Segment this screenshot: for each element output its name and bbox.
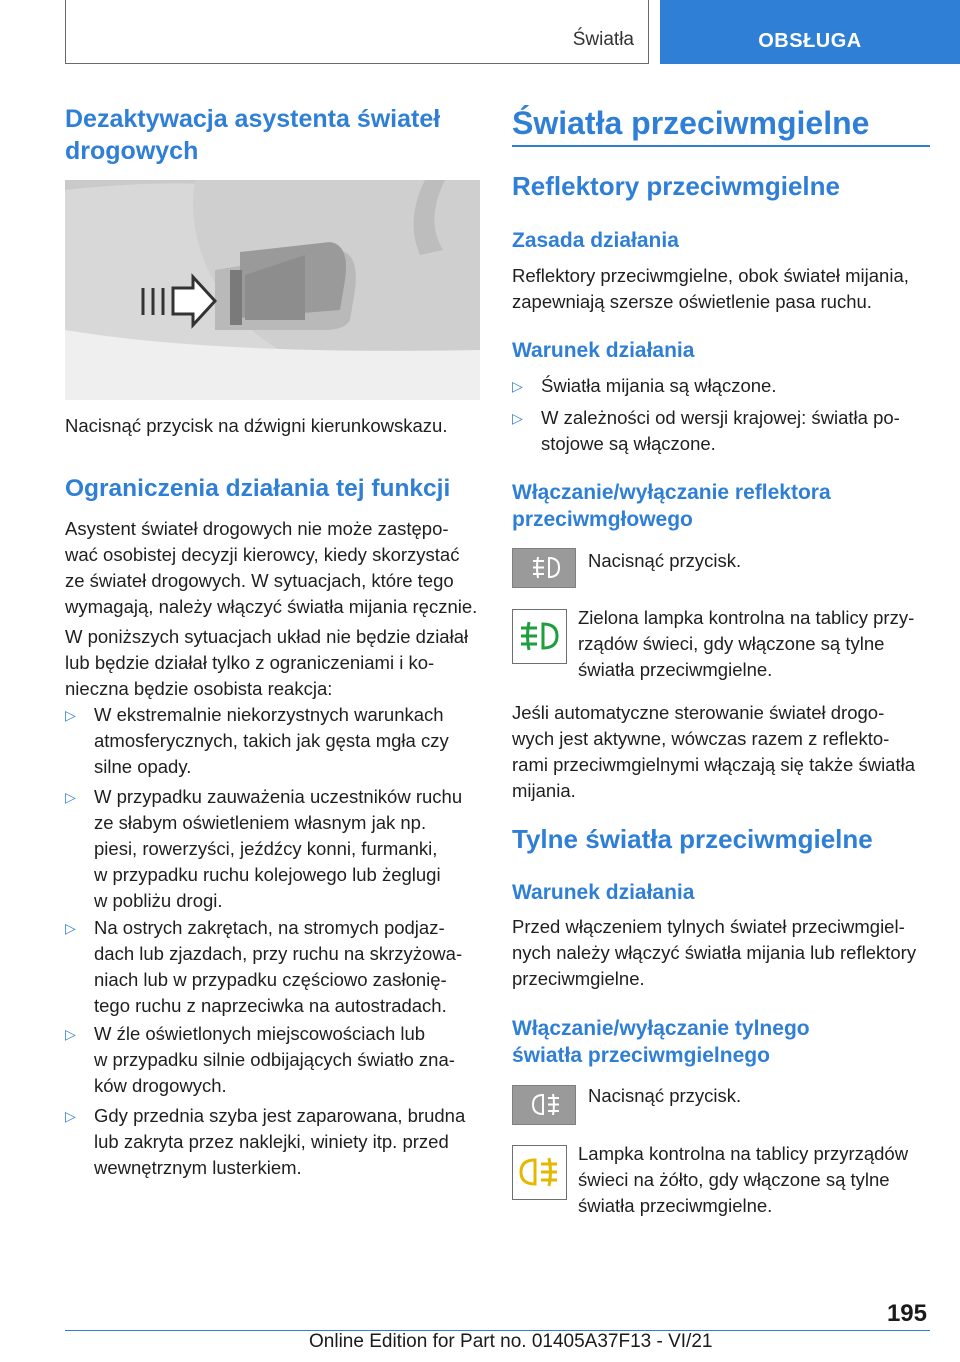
list-item-line: w pobliżu drogi.	[94, 890, 223, 911]
deactivation-title: Dezaktywacja asystenta świateł drogowych	[65, 105, 441, 165]
list-item-line: Na ostrych zakrętach, na stromych podjaz-	[94, 917, 445, 938]
bullet-triangle-icon: ▷	[65, 1108, 76, 1124]
rear-lamp-text-line: świeci na żółto, gdy włączone są tylne	[578, 1169, 890, 1190]
list-item-line: tego ruchu z naprzeciwka na autostradach.	[94, 995, 447, 1016]
rear-lamp-text-line: Lampka kontrolna na tablicy przyrządów	[578, 1143, 909, 1164]
list-item	[65, 702, 480, 782]
rear-condition-title: Warunek działania	[512, 881, 695, 904]
list-item-line: ków drogowych.	[94, 1075, 227, 1096]
list-item-line: silne opady.	[94, 756, 192, 777]
rear-condition-text-line: przeciwmgielne.	[512, 968, 645, 989]
rear-fog-title: Tylne światła przeciwmgielne	[512, 824, 873, 854]
switch-front-title-line: Włączanie/wyłączanie reflektora	[512, 481, 831, 504]
front-lamp-text-line: Zielona lampka kontrolna na tablicy przy-	[578, 607, 915, 628]
list-item-line: W ekstremalnie niekorzystnych warunkach	[94, 704, 444, 725]
bullet-triangle-icon: ▷	[512, 378, 523, 394]
switch-front-title-line: przeciwmgłowego	[512, 508, 693, 531]
list-item-line: atmosferycznych, takich jak gęsta mgła czy	[94, 730, 449, 751]
principle-text-line: Reflektory przeciwmgielne, obok świateł mijania,	[512, 265, 909, 286]
bullet-triangle-icon: ▷	[65, 707, 76, 723]
list-item-line: ze słabym oświetleniem własnym jak np.	[94, 812, 427, 833]
bullet-triangle-icon: ▷	[65, 1026, 76, 1042]
front-fog-title: Reflektory przeciwmgielne	[512, 171, 840, 201]
list-item-line: piesi, rowerzyści, jeźdźcy konni, furmanki,	[94, 838, 438, 859]
limits-title: Ograniczenia działania tej funkcji	[65, 475, 451, 502]
bullet-triangle-icon: ▷	[65, 789, 76, 805]
rear-fog-indicator-icon	[512, 1145, 567, 1200]
list-item-line: w przypadku ruchu kolejowego lub żeglugi	[94, 864, 441, 885]
list-item-line: niach lub w przypadku częściowo zasłonię-	[94, 969, 447, 990]
list-item	[65, 1103, 480, 1183]
principle-title: Zasada działania	[512, 229, 679, 252]
header-section-box	[65, 0, 649, 64]
limits-paragraph-1-line: ze świateł drogowych. W sytuacjach, które tego	[65, 570, 454, 591]
list-item-line: W przypadku zauważenia uczestników ruchu	[94, 786, 463, 807]
front-lamp-text-line: światła przeciwmgielne.	[578, 659, 773, 680]
header-chapter-label: OBSŁUGA	[758, 29, 862, 52]
front-fog-indicator-icon	[512, 609, 567, 664]
page-number: 195	[886, 1300, 927, 1327]
turn-signal-lever-photo	[65, 180, 480, 400]
condition-title: Warunek działania	[512, 339, 695, 362]
list-item-line: W zależności od wersji krajowej: światła po-	[541, 407, 900, 428]
rear-condition-text-line: nych należy włączyć światła mijania lub reflektory	[512, 942, 917, 963]
list-item-line: w przypadku silnie odbijających światło zna-	[94, 1049, 455, 1070]
list-item	[65, 1021, 480, 1101]
lever-illustration	[65, 180, 480, 400]
header-chapter-tab	[660, 0, 960, 64]
title-divider	[512, 145, 930, 147]
auto-text-line: mijania.	[512, 780, 576, 801]
photo-caption: Nacisnąć przycisk na dźwigni kierunkowskazu.	[65, 415, 448, 436]
front-lamp-text-line: rządów świeci, gdy włączone są tylne	[578, 633, 885, 654]
switch-rear-title-line: Włączanie/wyłączanie tylnego	[512, 1017, 810, 1040]
limits-paragraph-1-line: wać osobistej decyzji kierowcy, kiedy skorzystać	[65, 544, 460, 565]
principle-text-line: zapewniają szersze oświetlenie pasa ruchu.	[512, 291, 872, 312]
limits-paragraph-2-line: lub będzie działał tylko z ograniczeniami i ko-	[65, 652, 435, 673]
list-item-line: Światła mijania są włączone.	[541, 375, 777, 396]
footer-edition: Online Edition for Part no. 01405A37F13 - VI/21	[309, 1331, 713, 1352]
bullet-triangle-icon: ▷	[65, 920, 76, 936]
header-section-label: Światła	[572, 29, 634, 50]
list-item	[512, 373, 930, 399]
limits-paragraph-2-line: nieczna będzie osobista reakcja:	[65, 678, 333, 699]
limits-paragraph-1-line: wymagają, należy włączyć światła mijania ręcznie.	[65, 596, 478, 617]
list-item-line: lub zakryta przez naklejki, winiety itp. przed	[94, 1131, 449, 1152]
list-item-line: Gdy przednia szyba jest zaparowana, brudna	[94, 1105, 466, 1126]
bullet-triangle-icon: ▷	[512, 410, 523, 426]
list-item	[65, 784, 480, 914]
list-item-line: dach lub zjazdach, przy ruchu na skrzyżowa-	[94, 943, 463, 964]
rear-fog-button-icon	[512, 1085, 576, 1125]
list-item-line: stojowe są włączone.	[541, 433, 716, 454]
rear-condition-text-line: Przed włączeniem tylnych świateł przeciwmgiel-	[512, 916, 905, 937]
switch-rear-title-line: światła przeciwmgielnego	[512, 1044, 770, 1067]
list-item	[512, 405, 930, 457]
rear-button-instruction: Nacisnąć przycisk.	[588, 1085, 742, 1106]
auto-text-line: Jeśli automatyczne sterowanie świateł drogo-	[512, 702, 885, 723]
limits-paragraph-1-line: Asystent świateł drogowych nie może zastępo-	[65, 518, 449, 539]
auto-text-line: wych jest aktywne, wówczas razem z reflekto-	[512, 728, 890, 749]
list-item-line: W źle oświetlonych miejscowościach lub	[94, 1023, 426, 1044]
front-button-instruction: Nacisnąć przycisk.	[588, 550, 742, 571]
fog-lights-title: Światła przeciwmgielne	[512, 105, 870, 141]
list-item-line: wewnętrznym lusterkiem.	[94, 1157, 302, 1178]
front-fog-button-icon	[512, 548, 576, 588]
list-item	[65, 915, 480, 1019]
limits-paragraph-2-line: W poniższych sytuacjach układ nie będzie działał	[65, 626, 469, 647]
rear-lamp-text-line: światła przeciwmgielne.	[578, 1195, 773, 1216]
auto-text-line: rami przeciwmgielnymi włączają się także światła	[512, 754, 916, 775]
